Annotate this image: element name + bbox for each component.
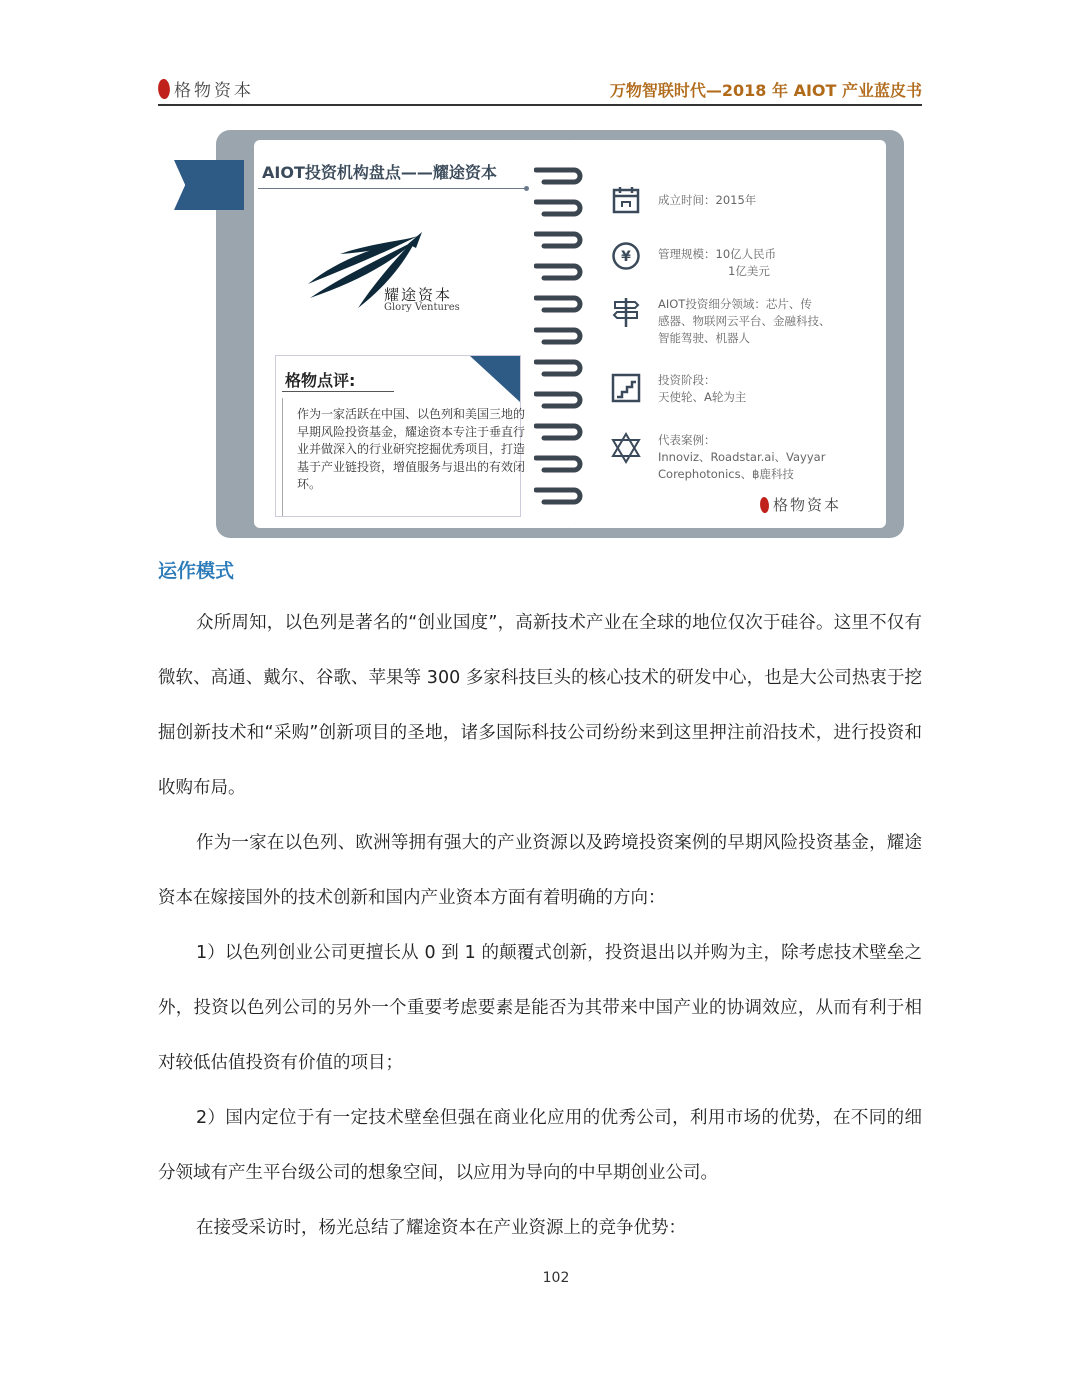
- header-title: 万物智联时代—2018 年 AIOT 产业蓝皮书: [609, 81, 922, 100]
- logo-mark-icon: [758, 496, 770, 514]
- info-founded-line-1: 成立时间：2015年: [658, 193, 757, 207]
- info-row-cases: [610, 432, 825, 483]
- comment-title: 格物点评:: [285, 371, 356, 390]
- yen-icon: [610, 240, 642, 272]
- glory-ventures-logo-icon: [300, 228, 470, 328]
- svg-text:¥: ¥: [621, 249, 631, 265]
- signpost-icon: [610, 296, 642, 328]
- card-title: AIOT投资机构盘点——耀途资本: [262, 163, 497, 182]
- logo-text: 格物资本: [174, 81, 254, 101]
- info-aum-line-1: 管理规模：10亿人民币: [658, 247, 777, 261]
- header-logo: [158, 76, 254, 101]
- title-underline-dot: [524, 186, 529, 191]
- title-ribbon: [174, 160, 244, 210]
- comment-title-underline: [282, 391, 394, 392]
- info-cases-line-1: 代表案例：: [658, 433, 716, 447]
- info-sectors-line-1: AIOT投资细分领域：芯片、传: [658, 297, 812, 311]
- info-sectors-line-2: 感器、物联网云平台、金融科技、: [658, 314, 831, 328]
- card-footer-logo-text: 格物资本: [773, 496, 842, 514]
- paragraph-3: 1）以色列创业公司更擅长从 0 到 1 的颠覆式创新，投资退出以并购为主，除考虑技术壁垒之外，投资以色列公司的另外一个重要考虑要素是能否为其带来中国产业的协调效应，从而有利于相对较低估值投资有价值的项目；: [158, 943, 922, 1073]
- paragraph-2: 作为一家在以色列、欧洲等拥有强大的产业资源以及跨境投资案例的早期风险投资基金，耀途资本在嫁接国外的技术创新和国内产业资本方面有着明确的方向：: [158, 833, 922, 908]
- calendar-icon: [610, 184, 642, 216]
- info-aum-line-2: 1亿美元: [728, 264, 770, 278]
- star-of-david-icon: [610, 432, 642, 464]
- paragraph-1: 众所周知，以色列是著名的“创业国度”，高新技术产业在全球的地位仅次于硅谷。这里不仅有微软、高通、戴尔、谷歌、苹果等 300 多家科技巨头的核心技术的研发中心，也是大公司热衷于挖掘创新技术和“采购”创新项目的圣地，诸多国际科技公司纷纷来到这里押注前沿技术，进行投资和收购布局。: [158, 613, 922, 798]
- info-cases-line-2: Innoviz、Roadstar.ai、Vayyar: [658, 450, 826, 464]
- brand-name-en: Glory Ventures: [384, 302, 460, 313]
- info-row-aum: [610, 240, 776, 280]
- info-row-founded: [610, 184, 756, 216]
- info-cases-line-3: Corephotonics、฿鹿科技: [658, 467, 794, 481]
- paragraph-5: 在接受采访时，杨光总结了耀途资本在产业资源上的竞争优势：: [196, 1218, 686, 1238]
- brand-name-cn: 耀途资本: [384, 286, 453, 304]
- info-sectors-line-3: 智能驾驶、机器人: [658, 331, 750, 345]
- title-underline: [258, 188, 528, 189]
- comment-body: 作为一家活跃在中国、以色列和美国三地的早期风险投资基金，耀途资本专注于垂直行业并做深入的行业研究挖掘优秀项目，打造基于产业链投资，增值服务与退出的有效闭环。: [282, 398, 525, 516]
- info-stage-line-1: 投资阶段：: [658, 373, 716, 387]
- info-row-stage: [610, 372, 746, 406]
- info-stage-line-2: 天使轮、A轮为主: [658, 390, 747, 404]
- logo-mark-icon: [156, 77, 172, 99]
- spiral-binding-icon: [534, 162, 594, 512]
- page-number: 102: [542, 1270, 570, 1286]
- page-header: [158, 72, 922, 106]
- info-row-sectors: [610, 296, 831, 347]
- stairs-icon: [610, 372, 642, 404]
- card-footer-logo: [760, 494, 841, 515]
- section-heading: 运作模式: [158, 560, 235, 582]
- paragraph-4: 2）国内定位于有一定技术壁垒但强在商业化应用的优秀公司，利用市场的优势，在不同的细分领域有产生平台级公司的想象空间，以应用为导向的中早期创业公司。: [158, 1108, 922, 1183]
